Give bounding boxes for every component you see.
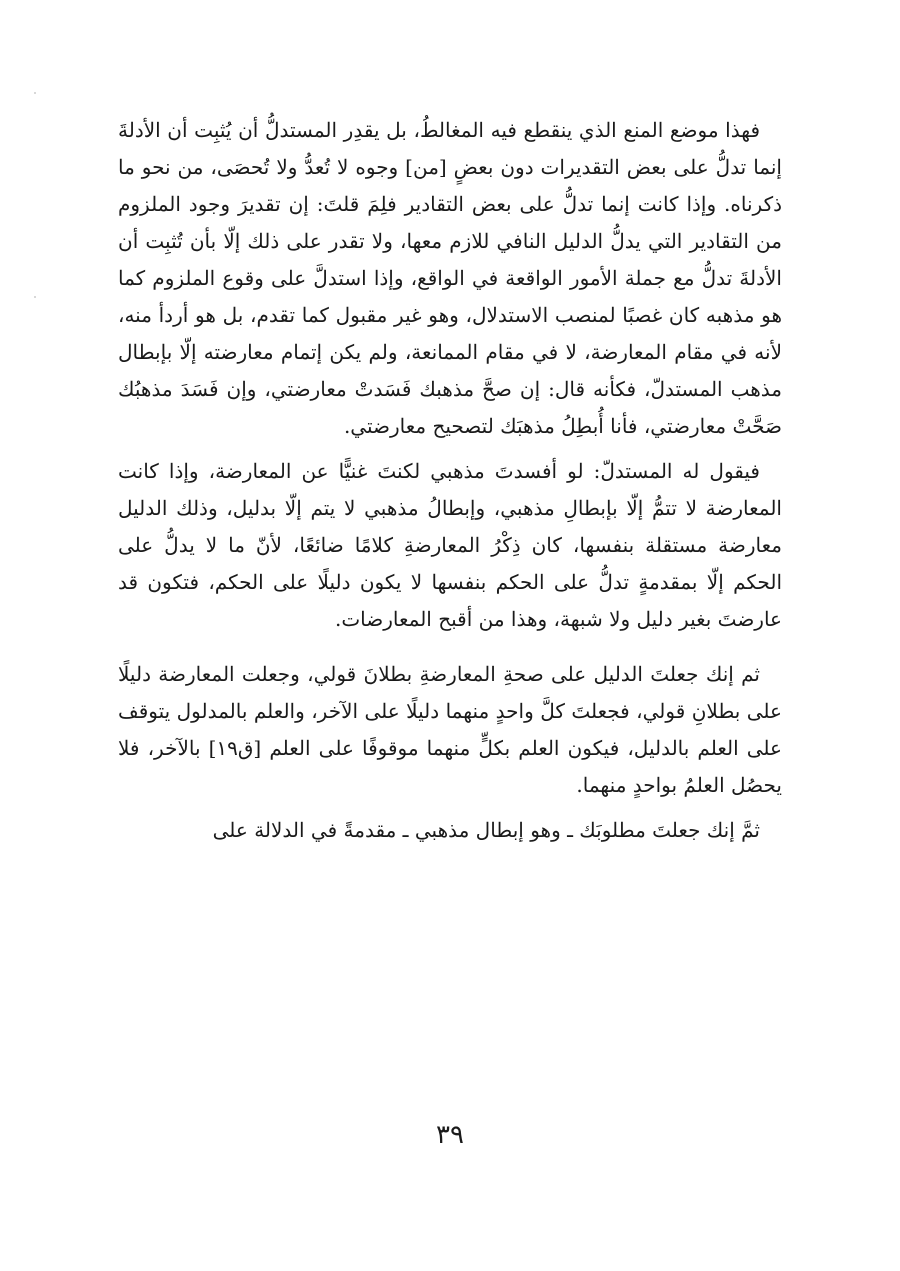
body-text — [118, 112, 782, 849]
page-number: ٣٩ — [436, 1120, 464, 1150]
paragraph-3: ثم إنك جعلتَ الدليل على صحةِ المعارضةِ بطلانَ قولي، وجعلت المعارضة دليلًا على بطلانِ قولي، فجعلتَ كلَّ واحدٍ منهما دليلًا على الآخر، والعلم بالمدلول يتوقف على العلم بالدليل، فيكون العلم بكلٍّ منهما موقوفًا على العلم [ق١٩] بالآخر، فلا يحصُل العلمُ بواحدٍ منهما. — [118, 662, 782, 797]
paragraph-2: فيقول له المستدلّ: لو أفسدتَ مذهبي لكنتَ غنيًّا عن المعارضة، وإذا كانت المعارضة لا تتمُّ إلّا بإبطالِ مذهبي، وإبطالُ مذهبي لا يتم إلّا بدليل، وذلك الدليل معارضة مستقلة بنفسها، كان ذِكْرُ المعارضةِ كلامًا ضائعًا، لأنّ ما لا يدلُّ على الحكم إلّا بمقدمةٍ تدلُّ على الحكم بنفسها لا يكون دليلًا على الحكم، فتكون قد عارضتَ بغير دليل ولا شبهة، وهذا من أقبح المعارضات. — [118, 459, 782, 631]
page-edge-speck — [34, 92, 36, 94]
paragraph-1: فهذا موضع المنع الذي ينقطع فيه المغالطُ، بل يقدِر المستدلُّ أن يُثبِت أن الأدلةَ إنما تدلُّ على بعض التقديرات دون بعضٍ [من] وجوه لا تُعدُّ ولا تُحصَى، من نحو ما ذكرناه. وإذا كانت إنما تدلُّ على بعض التقادير فلِمَ قلتَ: إن تقديرَ وجود الملزوم من التقادير التي يدلُّ الدليل النافي للازم معها، ولا تقدر على ذلك إلّا بأن تُثبِت أن الأدلةَ تدلُّ مع جملة الأمور الواقعة في الواقع، وإذا استدلَّ على وقوع الملزوم كما هو مذهبه كان غصبًا لمنصب الاستدلال، وهو غير مقبول كما تقدم، بل هو أردأ منه، لأنه في مقام المعارضة، لا في مقام الممانعة، ولم يكن إتمام معارضته إلّا بإبطال مذهب المستدلّ، فكأنه قال: إن صحَّ مذهبك فَسَدتْ معارضتي، وإن فَسَدَ مذهبُك صَحَّتْ معارضتي، فأنا أُبطِلُ مذهبَك لتصحيح معارضتي. — [118, 118, 783, 438]
paragraph-4: ثمَّ إنك جعلتَ مطلوبَك ـ وهو إبطال مذهبي ـ مقدمةً في الدلالة على — [212, 818, 760, 842]
page-edge-speck — [34, 296, 36, 298]
